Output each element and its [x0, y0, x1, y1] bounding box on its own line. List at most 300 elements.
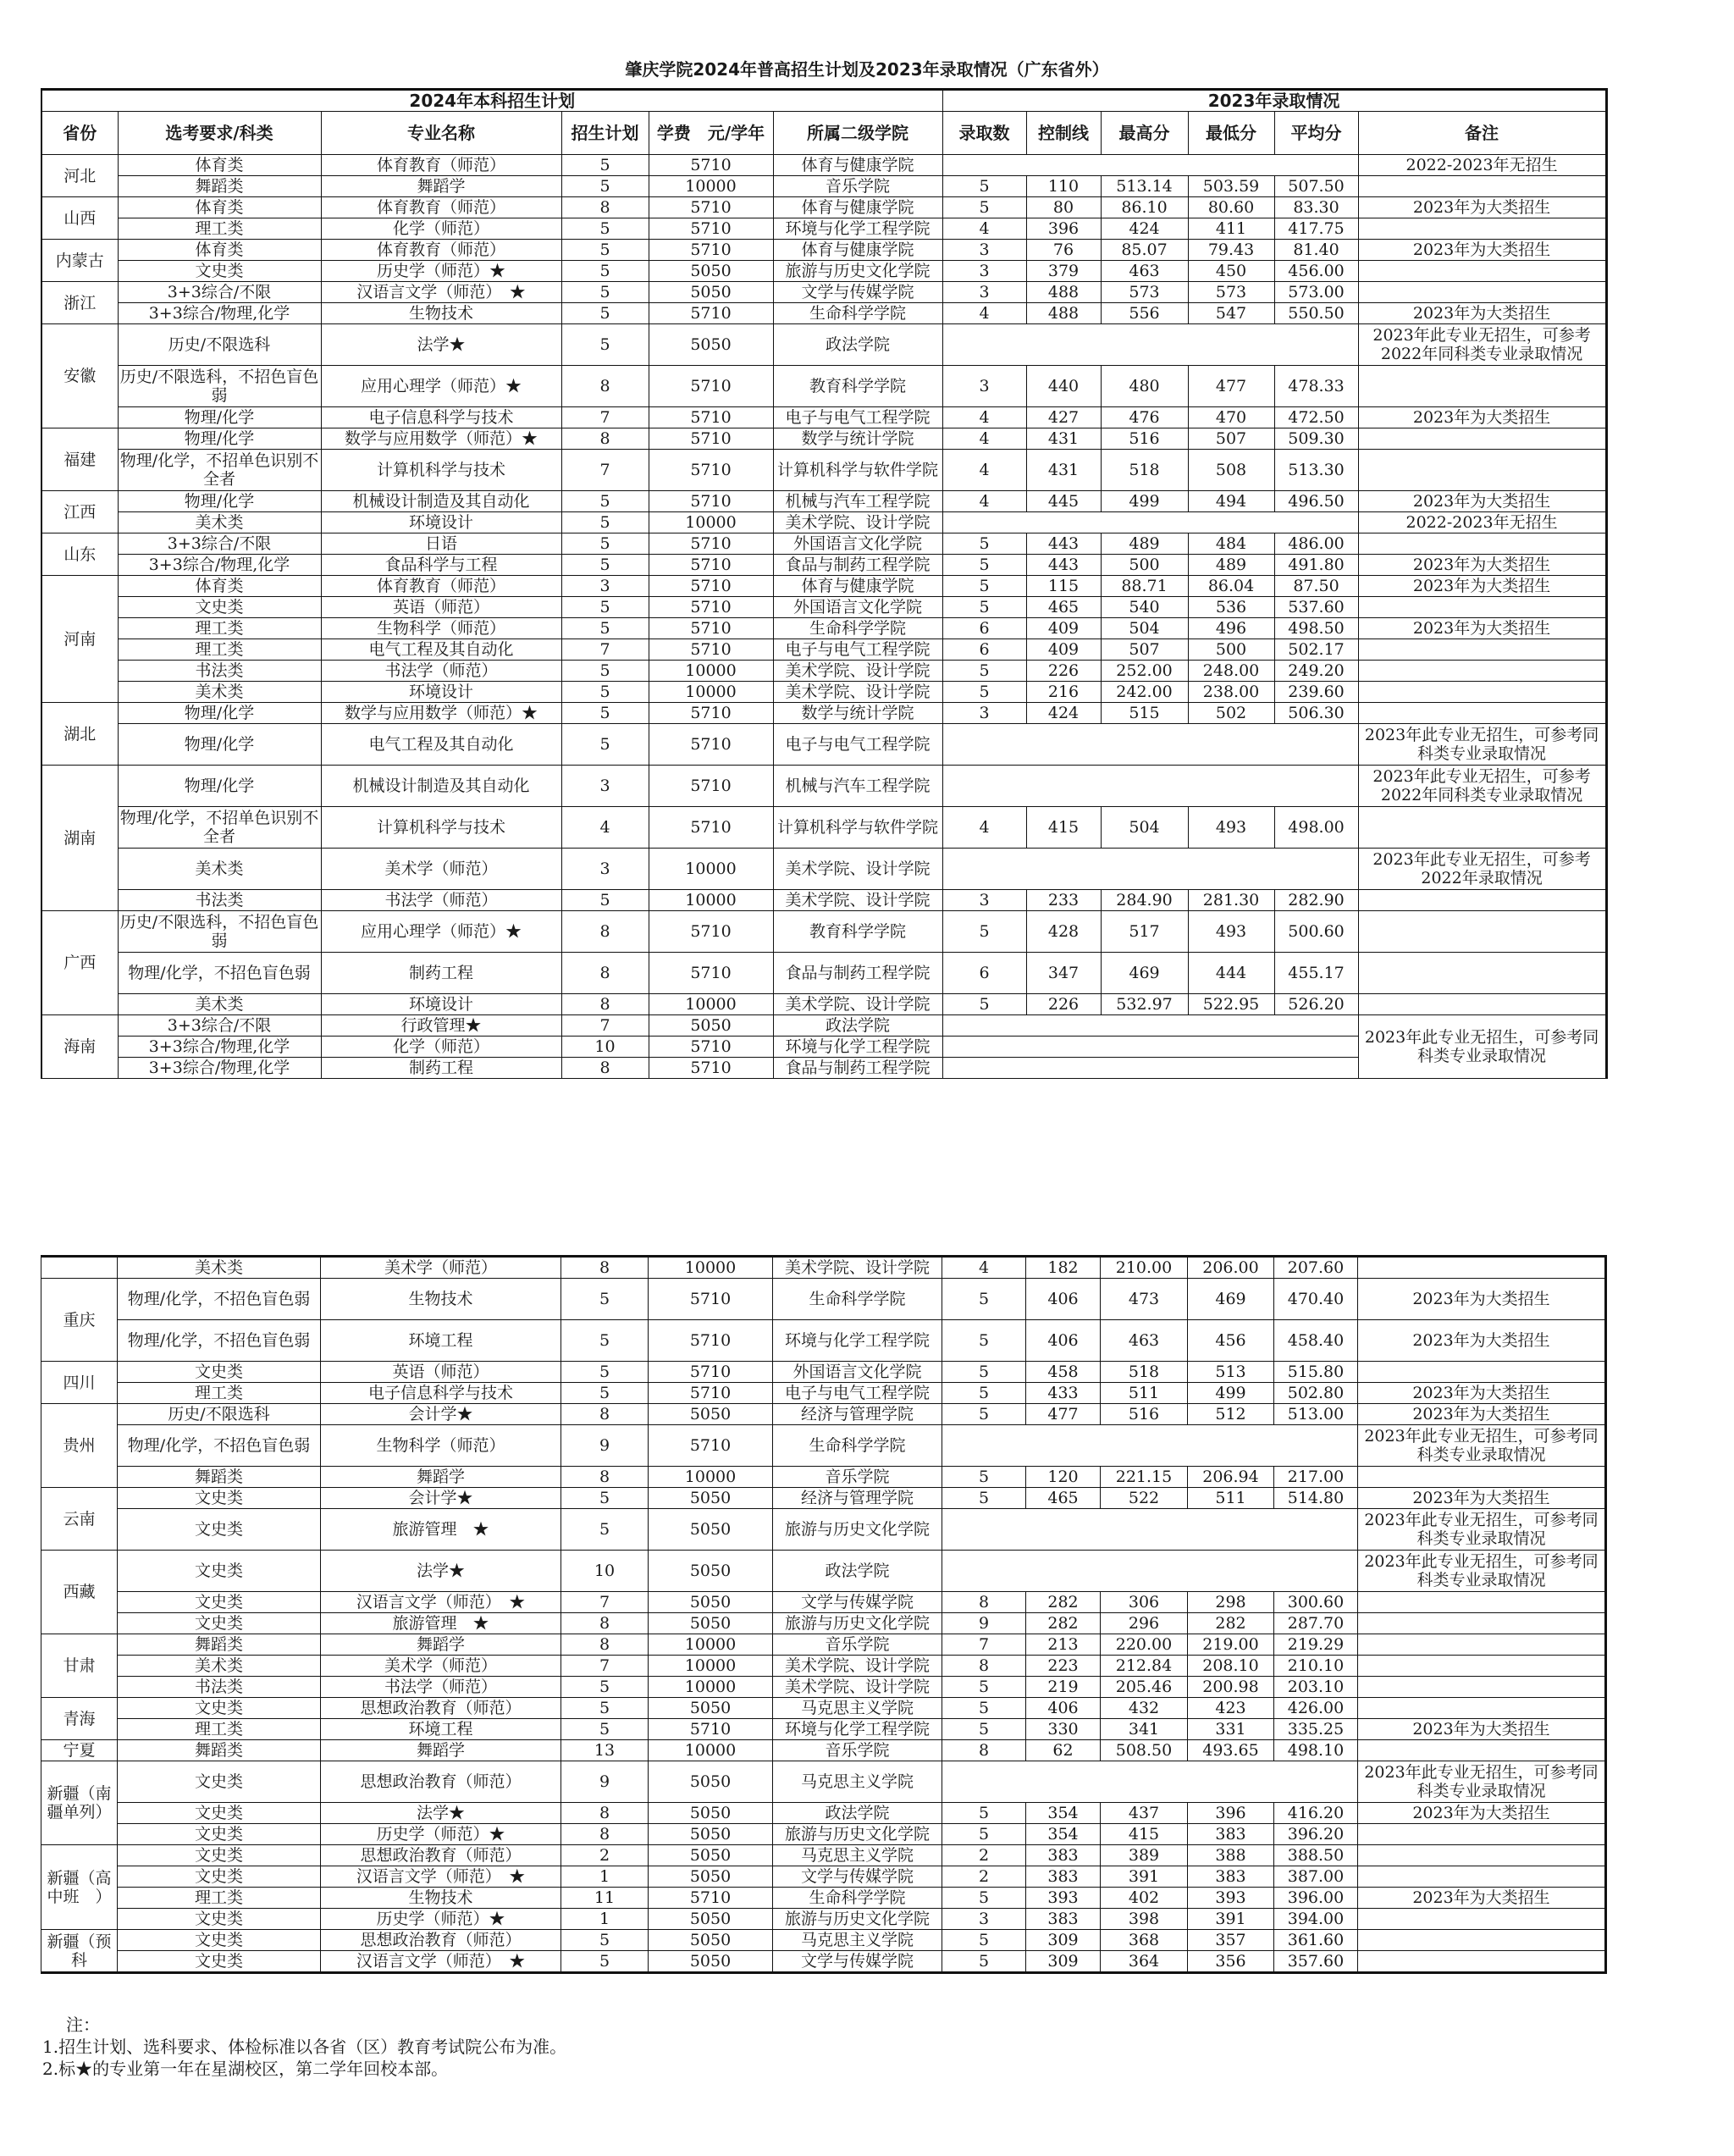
major-cell: 美术学（师范）	[321, 1656, 561, 1677]
remarks-cell	[1358, 1698, 1606, 1719]
remarks-cell	[1358, 597, 1606, 618]
remarks-cell: 2023年为大类招生	[1358, 240, 1606, 261]
province-cell: 河南	[41, 576, 118, 703]
avg-score-cell: 417.75	[1274, 218, 1358, 240]
admitted-count-cell: 6	[942, 618, 1026, 639]
col-header-fee: 学费 元/学年	[649, 112, 773, 155]
max-score-cell: 540	[1101, 597, 1188, 618]
control-line-cell: 226	[1026, 661, 1101, 682]
province-cell: 江西	[41, 491, 118, 533]
college-cell: 美术学院、设计学院	[773, 849, 942, 890]
province-cell: 广西	[41, 911, 118, 1015]
remarks-cell	[1358, 661, 1606, 682]
avg-score-cell: 83.30	[1274, 197, 1358, 218]
admitted-count-cell: 3	[942, 1909, 1026, 1930]
admitted-count-cell: 8	[942, 1740, 1026, 1761]
major-cell: 行政管理★	[321, 1015, 561, 1037]
col-header-admitted: 录取数	[942, 112, 1026, 155]
major-cell: 食品科学与工程	[321, 555, 561, 576]
min-score-cell: 484	[1188, 533, 1274, 555]
plan-count-cell: 5	[561, 282, 649, 303]
avg-score-cell: 300.60	[1274, 1592, 1358, 1613]
admitted-count-cell: 5	[942, 1824, 1026, 1845]
plan-count-cell: 5	[561, 890, 649, 911]
remarks-cell	[1358, 1257, 1606, 1279]
admission-table-part-1	[41, 88, 1608, 1079]
requirement-cell: 文史类	[118, 1951, 321, 1973]
province-cell: 西藏	[41, 1551, 118, 1634]
college-cell: 文学与传媒学院	[773, 1951, 942, 1973]
province-cell: 海南	[41, 1015, 118, 1079]
major-cell: 汉语言文学（师范） ★	[321, 1866, 561, 1888]
tuition-cell: 10000	[649, 1656, 773, 1677]
college-cell: 计算机科学与软件学院	[773, 807, 942, 849]
control-line-cell: 110	[1026, 176, 1101, 197]
tuition-cell: 5710	[649, 1888, 773, 1909]
requirement-cell: 文史类	[118, 1761, 321, 1803]
avg-score-cell: 282.90	[1274, 890, 1358, 911]
avg-score-cell: 456.00	[1274, 261, 1358, 282]
control-line-cell: 488	[1026, 303, 1101, 324]
college-cell: 马克思主义学院	[773, 1845, 942, 1866]
tuition-cell: 5710	[649, 953, 773, 994]
tuition-cell: 10000	[649, 1257, 773, 1279]
requirement-cell: 文史类	[118, 1488, 321, 1509]
no-admission-cell	[942, 1037, 1358, 1058]
admitted-count-cell: 4	[942, 428, 1026, 450]
tuition-cell: 10000	[649, 1740, 773, 1761]
max-score-cell: 389	[1101, 1845, 1188, 1866]
major-cell: 书法学（师范）	[321, 1677, 561, 1698]
table-row	[41, 1509, 1606, 1551]
major-cell: 环境设计	[321, 512, 561, 533]
control-line-cell: 424	[1026, 703, 1101, 724]
plan-count-cell: 8	[561, 1058, 649, 1079]
control-line-cell: 440	[1026, 366, 1101, 407]
table-row	[41, 724, 1606, 766]
major-cell: 汉语言文学（师范） ★	[321, 1951, 561, 1973]
tuition-cell: 5710	[649, 197, 773, 218]
avg-score-cell: 502.80	[1274, 1383, 1358, 1404]
table-row	[41, 703, 1606, 724]
admitted-count-cell: 4	[942, 303, 1026, 324]
remarks-cell	[1358, 1613, 1606, 1634]
control-line-cell: 477	[1026, 1404, 1101, 1425]
min-score-cell: 388	[1188, 1845, 1274, 1866]
plan-count-cell: 5	[561, 1719, 649, 1740]
remarks-cell: 2022-2023年无招生	[1358, 512, 1606, 533]
requirement-cell: 理工类	[118, 1383, 321, 1404]
no-admission-cell	[942, 1509, 1358, 1551]
remarks-cell: 2023年为大类招生	[1358, 407, 1606, 428]
table-row	[41, 261, 1606, 282]
plan-count-cell: 5	[561, 1951, 649, 1973]
major-cell: 汉语言文学（师范） ★	[321, 282, 561, 303]
major-cell: 书法学（师范）	[321, 890, 561, 911]
control-line-cell: 443	[1026, 533, 1101, 555]
table-row	[41, 682, 1606, 703]
table-row	[41, 953, 1606, 994]
note-item: 2.标★的专业第一年在星湖校区，第二学年回校本部。	[42, 2059, 449, 2079]
max-score-cell: 391	[1101, 1866, 1188, 1888]
province-cell: 新疆（南疆单列）	[41, 1761, 118, 1845]
plan-count-cell: 3	[561, 766, 649, 807]
table-row	[41, 512, 1606, 533]
remarks-cell	[1358, 994, 1606, 1015]
requirement-cell: 文史类	[118, 1845, 321, 1866]
table-row	[41, 1015, 1606, 1037]
table-row	[41, 366, 1606, 407]
admitted-count-cell: 5	[942, 597, 1026, 618]
control-line-cell: 182	[1026, 1257, 1101, 1279]
control-line-cell: 465	[1026, 597, 1101, 618]
no-admission-cell	[942, 1761, 1358, 1803]
plan-count-cell: 8	[561, 1467, 649, 1488]
table-row	[41, 303, 1606, 324]
control-line-cell: 433	[1026, 1383, 1101, 1404]
remarks-cell	[1358, 1866, 1606, 1888]
min-score-cell: 383	[1188, 1866, 1274, 1888]
requirement-cell: 体育类	[118, 240, 321, 261]
college-cell: 美术学院、设计学院	[773, 890, 942, 911]
col-header-major: 专业名称	[321, 112, 561, 155]
table-row	[41, 1845, 1606, 1866]
major-cell: 电子信息科学与技术	[321, 1383, 561, 1404]
max-score-cell: 504	[1101, 807, 1188, 849]
admitted-count-cell: 5	[942, 1279, 1026, 1320]
major-cell: 环境工程	[321, 1719, 561, 1740]
requirement-cell: 3+3综合/不限	[118, 533, 321, 555]
control-line-cell: 354	[1026, 1803, 1101, 1824]
min-score-cell: 411	[1188, 218, 1274, 240]
avg-score-cell: 550.50	[1274, 303, 1358, 324]
major-cell: 环境设计	[321, 994, 561, 1015]
major-cell: 美术学（师范）	[321, 1257, 561, 1279]
college-cell: 音乐学院	[773, 1467, 942, 1488]
college-cell: 机械与汽车工程学院	[773, 491, 942, 512]
plan-count-cell: 8	[561, 953, 649, 994]
admitted-count-cell: 5	[942, 1803, 1026, 1824]
plan-count-cell: 5	[561, 1362, 649, 1383]
remarks-cell: 2023年此专业无招生，可参考2022年同科类专业录取情况	[1358, 324, 1606, 366]
control-line-cell: 379	[1026, 261, 1101, 282]
min-score-cell: 508	[1188, 450, 1274, 491]
control-line-cell: 431	[1026, 428, 1101, 450]
avg-score-cell: 361.60	[1274, 1930, 1358, 1951]
requirement-cell: 文史类	[118, 1698, 321, 1719]
requirement-cell: 理工类	[118, 639, 321, 661]
tuition-cell: 5710	[649, 703, 773, 724]
col-header-plan: 招生计划	[561, 112, 649, 155]
max-score-cell: 432	[1101, 1698, 1188, 1719]
table-row	[41, 428, 1606, 450]
remarks-cell	[1358, 450, 1606, 491]
plan-count-cell: 3	[561, 849, 649, 890]
max-score-cell: 480	[1101, 366, 1188, 407]
max-score-cell: 402	[1101, 1888, 1188, 1909]
college-cell: 文学与传媒学院	[773, 1592, 942, 1613]
college-cell: 生命科学学院	[773, 1425, 942, 1467]
control-line-cell: 216	[1026, 682, 1101, 703]
remarks-cell	[1358, 533, 1606, 555]
max-score-cell: 515	[1101, 703, 1188, 724]
max-score-cell: 573	[1101, 282, 1188, 303]
college-cell: 环境与化学工程学院	[773, 1037, 942, 1058]
min-score-cell: 522.95	[1188, 994, 1274, 1015]
tuition-cell: 5710	[649, 807, 773, 849]
table-body-part-1	[41, 155, 1606, 1079]
table-row	[41, 1613, 1606, 1634]
min-score-cell: 298	[1188, 1592, 1274, 1613]
requirement-cell: 美术类	[118, 994, 321, 1015]
table-row	[41, 576, 1606, 597]
notes-heading: 注：	[66, 2015, 100, 2035]
max-score-cell: 210.00	[1101, 1257, 1188, 1279]
control-line-cell: 443	[1026, 555, 1101, 576]
requirement-cell: 理工类	[118, 618, 321, 639]
remarks-cell	[1358, 1634, 1606, 1656]
min-score-cell: 208.10	[1188, 1656, 1274, 1677]
tuition-cell: 5710	[649, 366, 773, 407]
remarks-cell: 2023年为大类招生	[1358, 1488, 1606, 1509]
remarks-cell	[1358, 1909, 1606, 1930]
remarks-cell	[1358, 261, 1606, 282]
tuition-cell: 5710	[649, 155, 773, 176]
max-score-cell: 398	[1101, 1909, 1188, 1930]
admitted-count-cell: 5	[942, 1404, 1026, 1425]
remarks-cell	[1358, 428, 1606, 450]
requirement-cell: 舞蹈类	[118, 1467, 321, 1488]
major-cell: 会计学★	[321, 1488, 561, 1509]
plan-count-cell: 3	[561, 576, 649, 597]
remarks-cell: 2023年为大类招生	[1358, 1279, 1606, 1320]
plan-count-cell: 5	[561, 533, 649, 555]
plan-count-cell: 5	[561, 512, 649, 533]
control-line-cell: 226	[1026, 994, 1101, 1015]
admitted-count-cell: 5	[942, 1677, 1026, 1698]
plan-count-cell: 5	[561, 1509, 649, 1551]
avg-score-cell: 203.10	[1274, 1677, 1358, 1698]
table-row	[41, 1320, 1606, 1362]
max-score-cell: 516	[1101, 428, 1188, 450]
table-row	[41, 1383, 1606, 1404]
major-cell: 法学★	[321, 324, 561, 366]
admitted-count-cell: 4	[942, 1257, 1026, 1279]
college-cell: 音乐学院	[773, 176, 942, 197]
admitted-count-cell: 5	[942, 1930, 1026, 1951]
remarks-cell: 2023年为大类招生	[1358, 197, 1606, 218]
college-cell: 教育科学学院	[773, 911, 942, 953]
avg-score-cell: 388.50	[1274, 1845, 1358, 1866]
no-admission-cell	[942, 849, 1358, 890]
major-cell: 制药工程	[321, 1058, 561, 1079]
control-line-cell: 347	[1026, 953, 1101, 994]
min-score-cell: 511	[1188, 1488, 1274, 1509]
major-cell: 体育教育（师范）	[321, 240, 561, 261]
avg-score-cell: 396.20	[1274, 1824, 1358, 1845]
table-row	[41, 1488, 1606, 1509]
province-cell	[41, 1257, 118, 1279]
college-cell: 旅游与历史文化学院	[773, 261, 942, 282]
college-cell: 政法学院	[773, 1015, 942, 1037]
province-cell: 青海	[41, 1698, 118, 1740]
max-score-cell: 516	[1101, 1404, 1188, 1425]
college-cell: 美术学院、设计学院	[773, 1677, 942, 1698]
province-cell: 山西	[41, 197, 118, 240]
college-cell: 计算机科学与软件学院	[773, 450, 942, 491]
major-cell: 舞蹈学	[321, 1740, 561, 1761]
college-cell: 旅游与历史文化学院	[773, 1824, 942, 1845]
requirement-cell: 书法类	[118, 1677, 321, 1698]
college-cell: 电子与电气工程学院	[773, 1383, 942, 1404]
max-score-cell: 212.84	[1101, 1656, 1188, 1677]
requirement-cell: 历史/不限选科，不招色盲色弱	[118, 911, 321, 953]
remarks-cell: 2023年为大类招生	[1358, 1803, 1606, 1824]
no-admission-cell	[942, 324, 1358, 366]
province-cell: 河北	[41, 155, 118, 197]
control-line-cell: 354	[1026, 1824, 1101, 1845]
plan-count-cell: 5	[561, 1279, 649, 1320]
requirement-cell: 物理/化学	[118, 491, 321, 512]
admitted-count-cell: 5	[942, 1719, 1026, 1740]
avg-score-cell: 515.80	[1274, 1362, 1358, 1383]
college-cell: 文学与传媒学院	[773, 1866, 942, 1888]
max-score-cell: 242.00	[1101, 682, 1188, 703]
major-cell: 环境工程	[321, 1320, 561, 1362]
college-cell: 美术学院、设计学院	[773, 512, 942, 533]
tuition-cell: 5050	[649, 261, 773, 282]
min-score-cell: 281.30	[1188, 890, 1274, 911]
requirement-cell: 3+3综合/物理,化学	[118, 555, 321, 576]
no-admission-cell	[942, 512, 1358, 533]
admitted-count-cell: 5	[942, 682, 1026, 703]
province-cell: 湖南	[41, 766, 118, 911]
major-cell: 应用心理学（师范）★	[321, 366, 561, 407]
control-line-cell: 431	[1026, 450, 1101, 491]
min-score-cell: 391	[1188, 1909, 1274, 1930]
plan-count-cell: 5	[561, 324, 649, 366]
table-row	[41, 1888, 1606, 1909]
tuition-cell: 10000	[649, 176, 773, 197]
section-header-plan-2024: 2024年本科招生计划	[41, 90, 942, 112]
table-row	[41, 533, 1606, 555]
college-cell: 美术学院、设计学院	[773, 994, 942, 1015]
requirement-cell: 物理/化学，不招色盲色弱	[118, 953, 321, 994]
no-admission-cell	[942, 724, 1358, 766]
remarks-cell	[1358, 1677, 1606, 1698]
plan-count-cell: 8	[561, 1824, 649, 1845]
max-score-cell: 518	[1101, 1362, 1188, 1383]
admitted-count-cell: 4	[942, 807, 1026, 849]
plan-count-cell: 11	[561, 1888, 649, 1909]
avg-score-cell: 498.50	[1274, 618, 1358, 639]
tuition-cell: 5050	[649, 324, 773, 366]
requirement-cell: 历史/不限选科，不招色盲色弱	[118, 366, 321, 407]
requirement-cell: 舞蹈类	[118, 1634, 321, 1656]
tuition-cell: 5710	[649, 450, 773, 491]
no-admission-cell	[942, 1551, 1358, 1592]
tuition-cell: 5050	[649, 1698, 773, 1719]
table-row	[41, 639, 1606, 661]
control-line-cell: 415	[1026, 807, 1101, 849]
avg-score-cell: 239.60	[1274, 682, 1358, 703]
major-cell: 化学（师范）	[321, 1037, 561, 1058]
min-score-cell: 206.00	[1188, 1257, 1274, 1279]
plan-count-cell: 5	[561, 555, 649, 576]
control-line-cell: 330	[1026, 1719, 1101, 1740]
avg-score-cell: 219.29	[1274, 1634, 1358, 1656]
min-score-cell: 80.60	[1188, 197, 1274, 218]
tuition-cell: 5050	[649, 1488, 773, 1509]
max-score-cell: 517	[1101, 911, 1188, 953]
remarks-cell: 2022-2023年无招生	[1358, 155, 1606, 176]
remarks-cell	[1358, 1845, 1606, 1866]
remarks-cell: 2023年为大类招生	[1358, 1719, 1606, 1740]
major-cell: 法学★	[321, 1803, 561, 1824]
column-header-row	[41, 112, 1606, 155]
tuition-cell: 10000	[649, 1634, 773, 1656]
avg-score-cell: 509.30	[1274, 428, 1358, 450]
plan-count-cell: 7	[561, 407, 649, 428]
plan-count-cell: 5	[561, 1930, 649, 1951]
tuition-cell: 5710	[649, 1279, 773, 1320]
major-cell: 书法学（师范）	[321, 661, 561, 682]
min-score-cell: 499	[1188, 1383, 1274, 1404]
table-row	[41, 1866, 1606, 1888]
tuition-cell: 5710	[649, 1383, 773, 1404]
major-cell: 生物技术	[321, 303, 561, 324]
control-line-cell: 120	[1026, 1467, 1101, 1488]
remarks-cell: 2023年为大类招生	[1358, 303, 1606, 324]
college-cell: 数学与统计学院	[773, 428, 942, 450]
tuition-cell: 5710	[649, 1058, 773, 1079]
min-score-cell: 547	[1188, 303, 1274, 324]
requirement-cell: 物理/化学，不招色盲色弱	[118, 1425, 321, 1467]
avg-score-cell: 394.00	[1274, 1909, 1358, 1930]
table-row	[41, 807, 1606, 849]
province-cell: 新疆（预科	[41, 1930, 118, 1973]
major-cell: 历史学（师范）★	[321, 261, 561, 282]
table-row	[41, 661, 1606, 682]
province-cell: 四川	[41, 1362, 118, 1404]
major-cell: 机械设计制造及其自动化	[321, 491, 561, 512]
max-score-cell: 500	[1101, 555, 1188, 576]
min-score-cell: 470	[1188, 407, 1274, 428]
max-score-cell: 522	[1101, 1488, 1188, 1509]
admitted-count-cell: 3	[942, 261, 1026, 282]
min-score-cell: 513	[1188, 1362, 1274, 1383]
requirement-cell: 舞蹈类	[118, 1740, 321, 1761]
min-score-cell: 238.00	[1188, 682, 1274, 703]
admitted-count-cell: 8	[942, 1592, 1026, 1613]
tuition-cell: 5710	[649, 240, 773, 261]
tuition-cell: 5050	[649, 1761, 773, 1803]
province-cell: 宁夏	[41, 1740, 118, 1761]
plan-count-cell: 5	[561, 1677, 649, 1698]
admitted-count-cell: 3	[942, 282, 1026, 303]
college-cell: 经济与管理学院	[773, 1488, 942, 1509]
min-score-cell: 86.04	[1188, 576, 1274, 597]
province-cell: 云南	[41, 1488, 118, 1551]
control-line-cell: 282	[1026, 1592, 1101, 1613]
remarks-cell	[1358, 176, 1606, 197]
max-score-cell: 86.10	[1101, 197, 1188, 218]
avg-score-cell: 249.20	[1274, 661, 1358, 682]
avg-score-cell: 81.40	[1274, 240, 1358, 261]
avg-score-cell: 573.00	[1274, 282, 1358, 303]
plan-count-cell: 8	[561, 1634, 649, 1656]
table-row	[41, 324, 1606, 366]
